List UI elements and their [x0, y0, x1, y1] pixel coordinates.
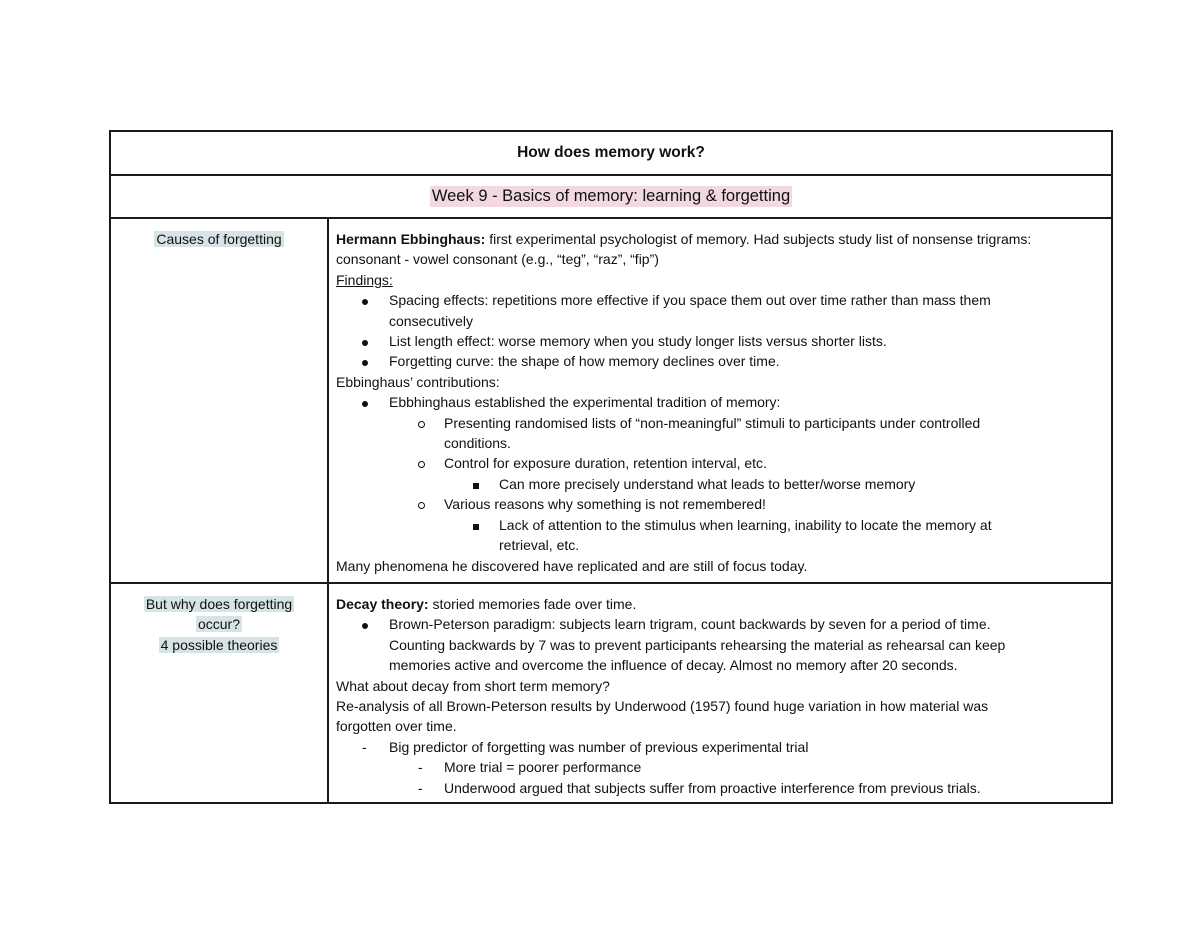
list-text: Spacing effects: repetitions more effective if you space them out over time rather than mass them [389, 292, 991, 309]
sub-list-item [336, 494, 1103, 514]
circle-bullet-icon [418, 494, 425, 514]
dash-sub-list-item [336, 757, 1103, 777]
list-text: List length effect: worse memory when you study longer lists versus shorter lists. [389, 333, 887, 350]
dash-marker: - [418, 779, 423, 796]
list-item [336, 290, 1103, 310]
table-title [111, 132, 1111, 176]
dash-sub-list-item [336, 778, 1103, 798]
dash-marker: - [362, 738, 367, 755]
title-text: How does memory work? [517, 144, 705, 161]
bullet-icon [362, 351, 368, 371]
paragraph-line: forgotten over time. [336, 718, 457, 735]
sub-list-item [336, 453, 1103, 473]
bold-term: Decay theory: [336, 596, 429, 612]
list-text: Big predictor of forgetting was number of previous experimental trial [389, 738, 809, 755]
section-label-line: But why does forgetting [145, 596, 293, 612]
list-text: Presenting randomised lists of “non-meaningful” stimuli to participants under controlled [444, 414, 981, 431]
circle-bullet-icon [418, 453, 425, 473]
list-text: More trial = poorer performance [444, 759, 642, 776]
section-label: Causes of forgetting [156, 231, 282, 247]
section-content-cell [329, 219, 1111, 582]
paragraph [336, 229, 1103, 249]
list-text: Brown-Peterson paradigm: subjects learn trigram, count backwards by seven for a period of time. [389, 616, 991, 633]
section-label-line: 4 possible theories [160, 636, 278, 653]
list-text: Control for exposure duration, retention interval, etc. [444, 455, 767, 472]
list-text: Lack of attention to the stimulus when learning, inability to locate the memory at [499, 516, 992, 533]
list-item-cont: Counting backwards by 7 was to prevent participants rehearsing the material as rehearsal can keep [389, 636, 1006, 653]
bold-term: Hermann Ebbinghaus: [336, 231, 486, 247]
bullet-icon [362, 614, 368, 634]
section-label-line: occur? [197, 616, 241, 633]
list-text: Underwood argued that subjects suffer from proactive interference from previous trials. [444, 779, 981, 796]
list-text: Forgetting curve: the shape of how memory declines over time. [389, 353, 780, 370]
text: storied memories fade over time. [428, 596, 637, 612]
section-content-cell [329, 584, 1111, 802]
sub-sub-list-item-cont: retrieval, etc. [499, 537, 580, 554]
list-item-cont: memories active and overcome the influence of decay. Almost no memory after 20 seconds. [389, 657, 958, 674]
sub-sub-list-item [336, 515, 1103, 535]
section-label-cell [111, 584, 329, 802]
closing-paragraph: Many phenomena he discovered have replicated and are still of focus today. [336, 557, 808, 574]
list-item [336, 351, 1103, 371]
week-heading: Week 9 - Basics of memory: learning & forgetting [431, 187, 791, 205]
paragraph [336, 594, 1103, 614]
notes-table [109, 130, 1113, 804]
question: What about decay from short term memory? [336, 677, 610, 694]
list-item [336, 614, 1103, 634]
text: first experimental psychologist of memory. Had subjects study list of nonsense trigrams: [485, 231, 1032, 247]
dash-list-item [336, 737, 1103, 757]
sub-list-item [336, 413, 1103, 433]
square-bullet-icon [473, 515, 479, 535]
square-bullet-icon [473, 474, 479, 494]
list-text: Various reasons why something is not remembered! [444, 496, 766, 513]
list-text: Can more precisely understand what leads to better/worse memory [499, 475, 916, 492]
bullet-icon [362, 290, 368, 310]
list-item-cont: consecutively [389, 312, 474, 329]
paragraph-line: consonant - vowel consonant (e.g., “teg”, “raz”, “fip”) [336, 251, 659, 268]
bullet-icon [362, 331, 368, 351]
bullet-icon [362, 392, 368, 412]
findings-label: Findings: [336, 271, 393, 288]
list-item [336, 331, 1103, 351]
section-why-forgetting-occurs [111, 584, 1111, 802]
week-heading-row [111, 176, 1111, 219]
section-label-cell [111, 219, 329, 582]
contributions-label: Ebbinghaus’ contributions: [336, 373, 500, 390]
circle-bullet-icon [418, 413, 425, 433]
sub-sub-list-item [336, 474, 1103, 494]
paragraph-line: Re-analysis of all Brown-Peterson results by Underwood (1957) found huge variation in how material was [336, 698, 989, 715]
sub-list-item-cont: conditions. [444, 435, 511, 452]
section-causes-of-forgetting [111, 219, 1111, 584]
list-item [336, 392, 1103, 412]
dash-marker: - [418, 759, 423, 776]
list-text: Ebbhinghaus established the experimental tradition of memory: [389, 394, 781, 411]
